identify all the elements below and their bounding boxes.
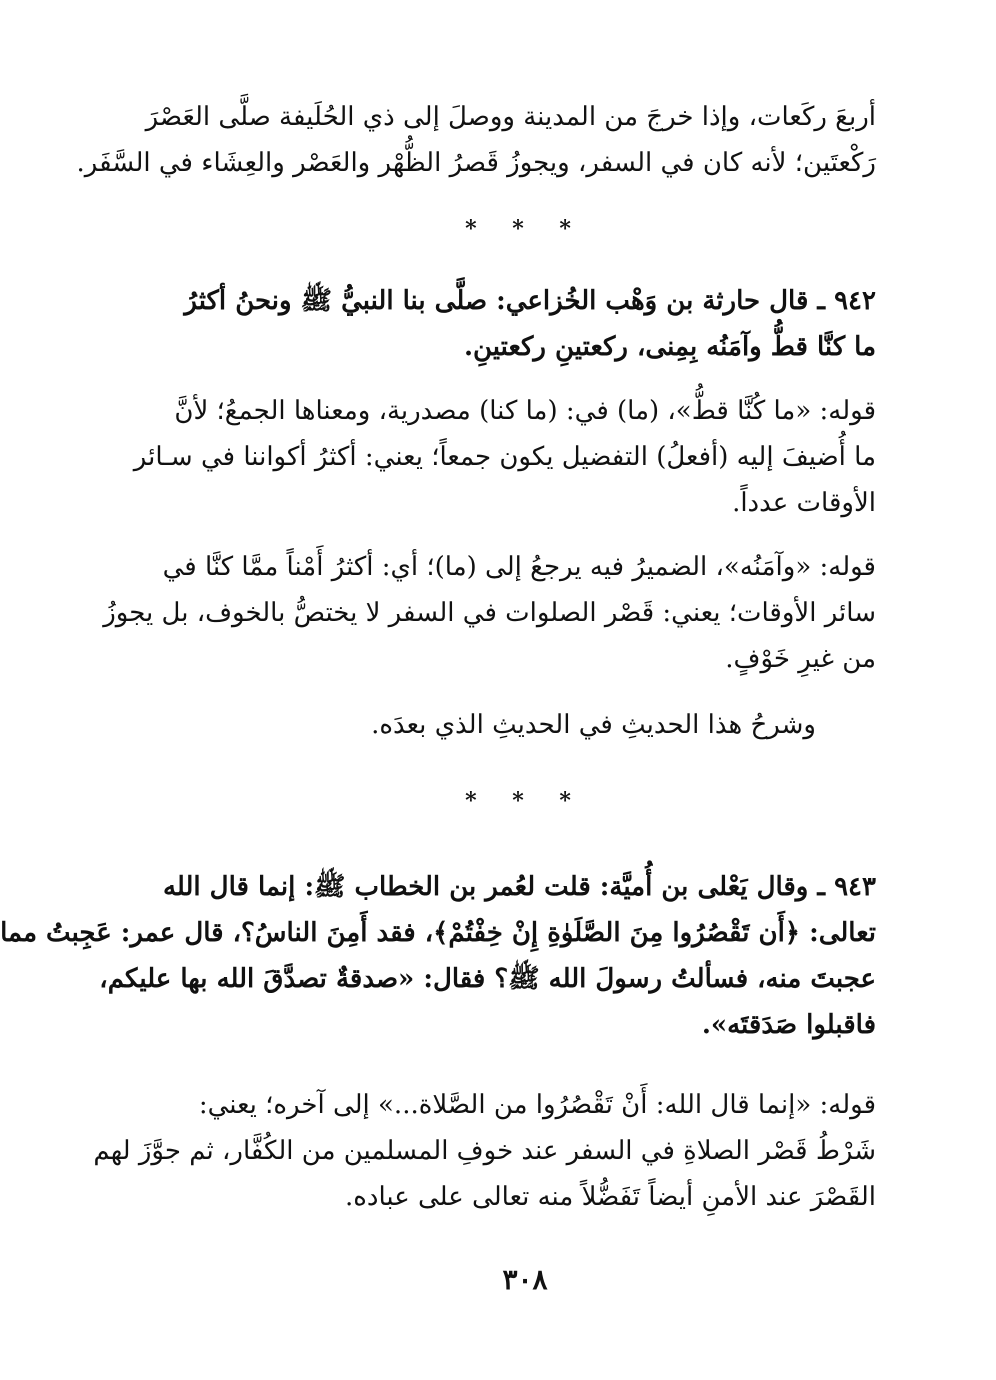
text-line: ٩٤٣ ـ وقال يَعْلى بن أُميَّة: قلت لعُمر بن الخطاب ﷺ: إنما قال الله	[162, 872, 876, 902]
text-line: رَكْعتَين؛ لأنه كان في السفر، ويجوزُ قَصرُ الظُّهْر والعَصْر والعِشَاء في السَّفَر.	[76, 148, 876, 178]
commentary-note	[154, 702, 876, 748]
page-number: ٣٠٨	[502, 1263, 548, 1296]
paragraph-continuation	[76, 94, 876, 186]
commentary-paragraph	[93, 1082, 876, 1220]
text-line: فاقبلوا صَدَقتَه».	[701, 1010, 876, 1040]
text-line: تعالى: ﴿أَن تَقْصُرُوا مِنَ الصَّلَوٰةِ إِنْ خِفْتُمْ﴾، فقد أَمِنَ الناسُ؟، قال عمر: عَجِبتُ مما	[0, 918, 876, 948]
text-line: قوله: «وآمَنُه»، الضميرُ فيه يرجعُ إلى (ما)؛ أي: أكثرُ أَمْناً ممَّا كنَّا في	[162, 552, 876, 582]
text-line: ٩٤٢ ـ قال حارثة بن وَهْب الخُزاعي: صلَّى بنا النبيُّ ﷺ ونحنُ أكثرُ	[184, 286, 876, 316]
text-line: ما أُضيفَ إليه (أفعلُ) التفضيل يكون جمعاً؛ يعني: أكثرُ أكواننا في سـائر	[133, 442, 876, 472]
text-line: سائر الأوقات؛ يعني: قَصْر الصلوات في السفر لا يختصُّ بالخوف، بل يجوزُ	[103, 598, 876, 628]
text-line: قوله: «إنما قال الله: أَنْ تَقْصُرُوا من الصَّلاة...» إلى آخره؛ يعني:	[198, 1090, 876, 1120]
text-line: ما كنَّا قطُّ وآمَنُه بِمِنى، ركعتينِ ركعتينِ.	[463, 332, 876, 362]
hadith-943	[0, 864, 876, 1048]
hadith-942	[154, 278, 876, 370]
text-line: الأوقات عدداً.	[732, 488, 876, 518]
text-line: أربعَ ركَعات، وإذا خرجَ من المدينة ووصلَ إلى ذي الحُلَيفة صلَّى العَصْرَ	[145, 102, 876, 132]
section-separator: * * *	[465, 788, 585, 814]
text-line: من غيرِ خَوْفٍ.	[725, 644, 876, 674]
text-line: القَصْرَ عند الأمنِ أيضاً تَفَضُّلاً منه تعالى على عباده.	[344, 1182, 876, 1212]
text-line: عجبتَ منه، فسألتُ رسولَ الله ﷺ؟ فقال: «صدقةٌ تصدَّقَ الله بها عليكم،	[99, 964, 876, 994]
text-line: قوله: «ما كُنَّا قطُّ»، (ما) في: (ما كنا) مصدرية، ومعناها الجمعُ؛ لأنَّ	[174, 396, 876, 426]
text-line: شَرْطُ قَصْر الصلاةِ في السفر عند خوفِ المسلمين من الكُفَّار، ثم جوَّزَ لهم	[93, 1136, 876, 1166]
commentary-paragraph	[103, 544, 876, 682]
commentary-paragraph	[133, 388, 876, 526]
section-separator: * * *	[465, 216, 585, 242]
text-line: وشرحُ هذا الحديثِ في الحديثِ الذي بعدَه.	[371, 710, 816, 740]
